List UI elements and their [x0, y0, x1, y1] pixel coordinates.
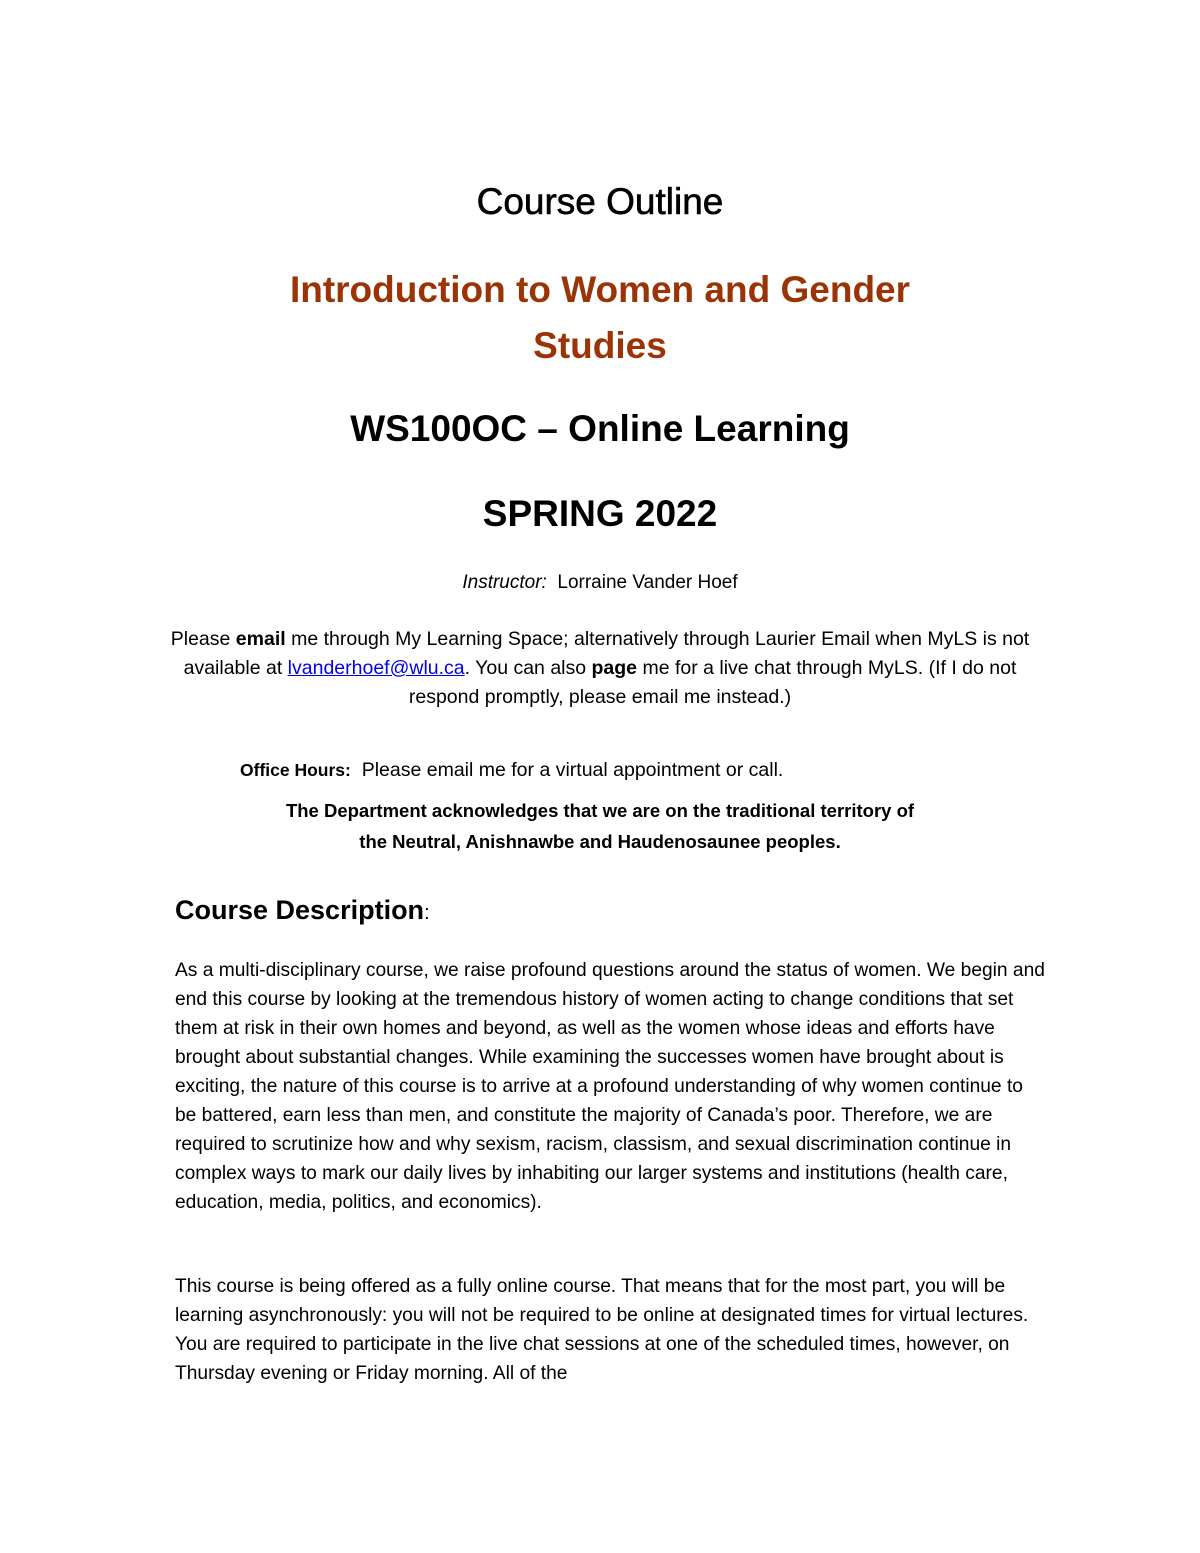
instructor-line — [0, 570, 1200, 596]
course-description-heading-text: Course Description — [175, 895, 425, 925]
instructor-label: Instructor: — [462, 572, 547, 593]
instructor-name: Lorraine Vander Hoef — [557, 572, 738, 593]
contact-email-word: email — [235, 628, 286, 650]
contact-paragraph — [150, 625, 1050, 712]
contact-text-3: . You can also — [464, 657, 592, 679]
course-name: Introduction to Women and Gender Studies — [289, 269, 911, 366]
contact-page-word: page — [591, 657, 638, 679]
course-term: SPRING 2022 — [482, 493, 718, 534]
office-hours-label: Office Hours: — [240, 759, 351, 780]
contact-text-1: Please — [170, 628, 236, 650]
office-hours-line — [240, 756, 783, 784]
acknowledgement-line-1: The Department acknowledges that we are on the traditional territory of — [285, 800, 915, 821]
course-description-paragraph-1: As a multi-disciplinary course, we raise profound questions around the status of women. We begin and end this course by looking at the tremendous history of women acting to change conditions that set them at risk in their own homes and beyond, as well as the women whose ideas and efforts have brought about substantial changes. While examining the successes women have brought about is exciting, the nature of this course is to arrive at a profound understanding of why women continue to be battered, earn less than men, and constitute the majority of Canada’s poor. Therefore, we are required to scrutinize how and why sexism, racism, classism, and sexual discrimination continue in complex ways to mark our daily lives by inhabiting our larger systems and institutions (health care, education, media, politics, and economics). — [175, 960, 1045, 1213]
acknowledgement-line-2: the Neutral, Anishnawbe and Haudenosaunee peoples. — [359, 831, 841, 852]
course-code: WS100OC – Online Learning — [350, 408, 850, 449]
contact-text-2: me through My Learning Space; alternatively through Laurier Email when MyLS is not available at — [183, 628, 1030, 679]
course-description-heading-colon: : — [424, 902, 430, 924]
course-description-heading — [175, 890, 430, 933]
course-description-paragraph-2: This course is being offered as a fully online course. That means that for the most part, you will be learning asynchronously: you will not be required to be online at designated times for virtual lectures. You are required to participate in the live chat sessions at one of the scheduled times, however, on Thursday evening or Friday morning. All of the — [175, 1276, 1029, 1384]
document-title: Course Outline — [476, 181, 724, 222]
land-acknowledgement — [150, 795, 1050, 857]
contact-text-4: me for a live chat through MyLS. (If I do not respond promptly, please email me instead.) — [408, 657, 1017, 708]
instructor-email-link[interactable]: lvanderhoef@wlu.ca — [287, 657, 465, 679]
office-hours-text: Please email me for a virtual appointment or call. — [361, 758, 784, 781]
